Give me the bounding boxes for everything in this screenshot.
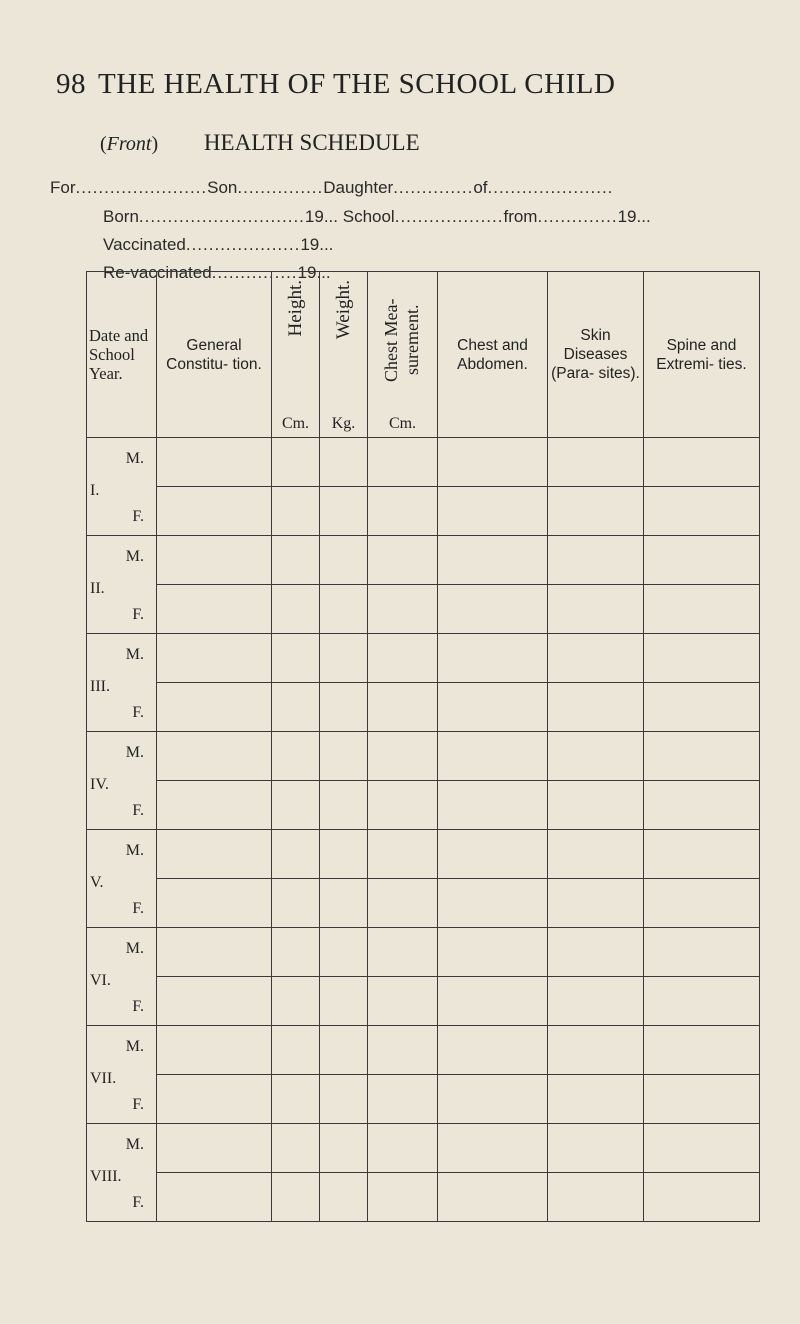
table-row (87, 977, 760, 1026)
entry-cell[interactable] (368, 1075, 438, 1124)
header-spine-extremities: Spine and Extremi- ties. (644, 272, 760, 438)
table-row (87, 732, 760, 781)
entry-cell[interactable] (644, 928, 760, 977)
header-chest-measurement: Chest Mea- surement. Cm. (368, 272, 438, 438)
male-label: M. (125, 1038, 144, 1055)
schedule-title-line (100, 130, 420, 156)
entry-cell[interactable] (272, 732, 320, 781)
entry-cell[interactable] (644, 781, 760, 830)
entry-cell[interactable] (438, 634, 548, 683)
entry-cell[interactable] (157, 879, 272, 928)
entry-cell[interactable] (320, 1075, 368, 1124)
entry-cell[interactable] (157, 928, 272, 977)
table-row (87, 536, 760, 585)
school-year-cell (87, 830, 157, 928)
entry-cell[interactable] (548, 1173, 644, 1222)
health-schedule-table (86, 271, 760, 1222)
entry-cell[interactable] (438, 732, 548, 781)
female-label: F. (132, 704, 144, 721)
female-label: F. (132, 508, 144, 525)
entry-cell[interactable] (548, 585, 644, 634)
entry-cell[interactable] (548, 487, 644, 536)
field-line-vaccinated: Vaccinated....................19... (103, 235, 334, 254)
entry-cell[interactable] (644, 879, 760, 928)
entry-cell[interactable] (157, 732, 272, 781)
entry-cell[interactable] (548, 1075, 644, 1124)
chest-unit: Cm. (388, 415, 417, 432)
header-chest-abdomen: Chest and Abdomen. (438, 272, 548, 438)
entry-cell[interactable] (157, 536, 272, 585)
school-year-cell (87, 536, 157, 634)
entry-cell[interactable] (548, 438, 644, 487)
entry-cell[interactable] (438, 928, 548, 977)
male-label: M. (125, 450, 144, 467)
entry-cell[interactable] (438, 536, 548, 585)
entry-cell[interactable] (157, 830, 272, 879)
male-label: M. (125, 842, 144, 859)
page-number: 98 (56, 68, 86, 100)
height-unit: Cm. (281, 415, 310, 432)
entry-cell[interactable] (368, 634, 438, 683)
entry-cell[interactable] (320, 977, 368, 1026)
header-date-year: Date and School Year. (87, 272, 157, 438)
entry-cell[interactable] (548, 1124, 644, 1173)
field-line-for: For.......................Son...............Daughter..............of...................... (50, 178, 614, 197)
entry-cell[interactable] (644, 585, 760, 634)
entry-cell[interactable] (320, 1026, 368, 1075)
entry-cell[interactable] (438, 830, 548, 879)
header-general-constitution: General Constitu- tion. (157, 272, 272, 438)
entry-cell[interactable] (368, 977, 438, 1026)
entry-cell[interactable] (368, 487, 438, 536)
entry-cell[interactable] (320, 634, 368, 683)
year-label: VI. (90, 972, 111, 989)
entry-cell[interactable] (438, 1173, 548, 1222)
entry-cell[interactable] (272, 830, 320, 879)
entry-cell[interactable] (320, 536, 368, 585)
entry-cell[interactable] (644, 830, 760, 879)
female-label: F. (132, 1096, 144, 1113)
entry-cell[interactable] (272, 487, 320, 536)
entry-cell[interactable] (157, 634, 272, 683)
school-year-cell (87, 634, 157, 732)
entry-cell[interactable] (644, 634, 760, 683)
entry-cell[interactable] (368, 830, 438, 879)
field-line-revaccinated: Re-vaccinated...............19... (103, 263, 331, 282)
entry-cell[interactable] (157, 683, 272, 732)
entry-cell[interactable] (272, 536, 320, 585)
entry-cell[interactable] (438, 1124, 548, 1173)
entry-cell[interactable] (157, 585, 272, 634)
entry-cell[interactable] (157, 1173, 272, 1222)
entry-cell[interactable] (438, 1026, 548, 1075)
school-year-cell (87, 732, 157, 830)
school-year-cell (87, 1124, 157, 1222)
entry-cell[interactable] (320, 1173, 368, 1222)
table-row (87, 1173, 760, 1222)
entry-cell[interactable] (272, 781, 320, 830)
school-year-cell (87, 1026, 157, 1124)
female-label: F. (132, 998, 144, 1015)
female-label: F. (132, 802, 144, 819)
male-label: M. (125, 548, 144, 565)
year-label: VII. (90, 1070, 117, 1087)
female-label: F. (132, 606, 144, 623)
table-row (87, 1075, 760, 1124)
year-label: V. (90, 874, 104, 891)
female-label: F. (132, 1194, 144, 1211)
entry-cell[interactable] (272, 1026, 320, 1075)
entry-cell[interactable] (272, 1124, 320, 1173)
entry-cell[interactable] (368, 879, 438, 928)
entry-cell[interactable] (644, 536, 760, 585)
entry-cell[interactable] (438, 879, 548, 928)
entry-cell[interactable] (548, 732, 644, 781)
entry-cell[interactable] (644, 1026, 760, 1075)
entry-cell[interactable] (320, 879, 368, 928)
entry-cell[interactable] (157, 977, 272, 1026)
entry-cell[interactable] (644, 1173, 760, 1222)
table-row (87, 683, 760, 732)
entry-cell[interactable] (644, 487, 760, 536)
entry-cell[interactable] (272, 1173, 320, 1222)
entry-cell[interactable] (368, 683, 438, 732)
year-label: II. (90, 580, 105, 597)
entry-cell[interactable] (368, 781, 438, 830)
table-row (87, 879, 760, 928)
entry-cell[interactable] (548, 928, 644, 977)
entry-cell[interactable] (320, 781, 368, 830)
entry-cell[interactable] (438, 1075, 548, 1124)
entry-cell[interactable] (157, 781, 272, 830)
entry-cell[interactable] (548, 977, 644, 1026)
schedule-title: HEALTH SCHEDULE (203, 130, 420, 155)
table-row (87, 585, 760, 634)
entry-cell[interactable] (368, 1124, 438, 1173)
header-weight: Weight. Kg. (320, 272, 368, 438)
entry-cell[interactable] (368, 585, 438, 634)
entry-cell[interactable] (438, 438, 548, 487)
year-label: VIII. (90, 1168, 122, 1185)
entry-cell[interactable] (644, 1124, 760, 1173)
entry-cell[interactable] (368, 1026, 438, 1075)
entry-cell[interactable] (272, 1075, 320, 1124)
entry-cell[interactable] (157, 1124, 272, 1173)
entry-cell[interactable] (157, 1026, 272, 1075)
page-header (56, 68, 615, 101)
entry-cell[interactable] (320, 928, 368, 977)
entry-cell[interactable] (438, 585, 548, 634)
table-row (87, 1026, 760, 1075)
school-year-cell (87, 438, 157, 536)
entry-cell[interactable] (548, 781, 644, 830)
entry-cell[interactable] (157, 438, 272, 487)
table-row (87, 438, 760, 487)
table-row (87, 781, 760, 830)
entry-cell[interactable] (320, 1124, 368, 1173)
table-row (87, 634, 760, 683)
entry-cell[interactable] (320, 585, 368, 634)
entry-cell[interactable] (438, 683, 548, 732)
entry-cell[interactable] (157, 487, 272, 536)
entry-cell[interactable] (644, 683, 760, 732)
entry-cell[interactable] (368, 536, 438, 585)
table-row (87, 928, 760, 977)
entry-cell[interactable] (644, 732, 760, 781)
entry-cell[interactable] (272, 683, 320, 732)
entry-cell[interactable] (438, 487, 548, 536)
year-label: III. (90, 678, 110, 695)
entry-cell[interactable] (644, 438, 760, 487)
entry-cell[interactable] (157, 1075, 272, 1124)
table-row (87, 487, 760, 536)
entry-cell[interactable] (272, 634, 320, 683)
male-label: M. (125, 940, 144, 957)
entry-cell[interactable] (548, 830, 644, 879)
header-row (87, 272, 760, 438)
entry-cell[interactable] (368, 438, 438, 487)
entry-cell[interactable] (368, 928, 438, 977)
entry-cell[interactable] (644, 1075, 760, 1124)
female-label: F. (132, 900, 144, 917)
front-label: (Front) (100, 133, 159, 155)
entry-cell[interactable] (272, 928, 320, 977)
entry-cell[interactable] (272, 977, 320, 1026)
header-height: Height. Cm. (272, 272, 320, 438)
year-label: I. (90, 482, 100, 499)
entry-cell[interactable] (368, 732, 438, 781)
entry-cell[interactable] (320, 830, 368, 879)
entry-cell[interactable] (548, 634, 644, 683)
header-skin-diseases: Skin Diseases (Para- sites). (548, 272, 644, 438)
male-label: M. (125, 1136, 144, 1153)
entry-cell[interactable] (320, 487, 368, 536)
entry-cell[interactable] (548, 536, 644, 585)
entry-cell[interactable] (272, 585, 320, 634)
entry-cell[interactable] (320, 438, 368, 487)
male-label: M. (125, 744, 144, 761)
entry-cell[interactable] (438, 977, 548, 1026)
entry-cell[interactable] (320, 732, 368, 781)
entry-cell[interactable] (548, 683, 644, 732)
entry-cell[interactable] (548, 879, 644, 928)
male-label: M. (125, 646, 144, 663)
school-year-cell (87, 928, 157, 1026)
entry-cell[interactable] (368, 1173, 438, 1222)
running-title: THE HEALTH OF THE SCHOOL CHILD (98, 68, 616, 100)
entry-cell[interactable] (644, 977, 760, 1026)
entry-cell[interactable] (320, 683, 368, 732)
field-line-born: Born.............................19... School...................from..............19... (103, 207, 651, 226)
entry-cell[interactable] (272, 879, 320, 928)
table-row (87, 830, 760, 879)
entry-cell[interactable] (272, 438, 320, 487)
table-row (87, 1124, 760, 1173)
entry-cell[interactable] (548, 1026, 644, 1075)
weight-unit: Kg. (331, 415, 356, 432)
entry-cell[interactable] (438, 781, 548, 830)
year-label: IV. (90, 776, 109, 793)
